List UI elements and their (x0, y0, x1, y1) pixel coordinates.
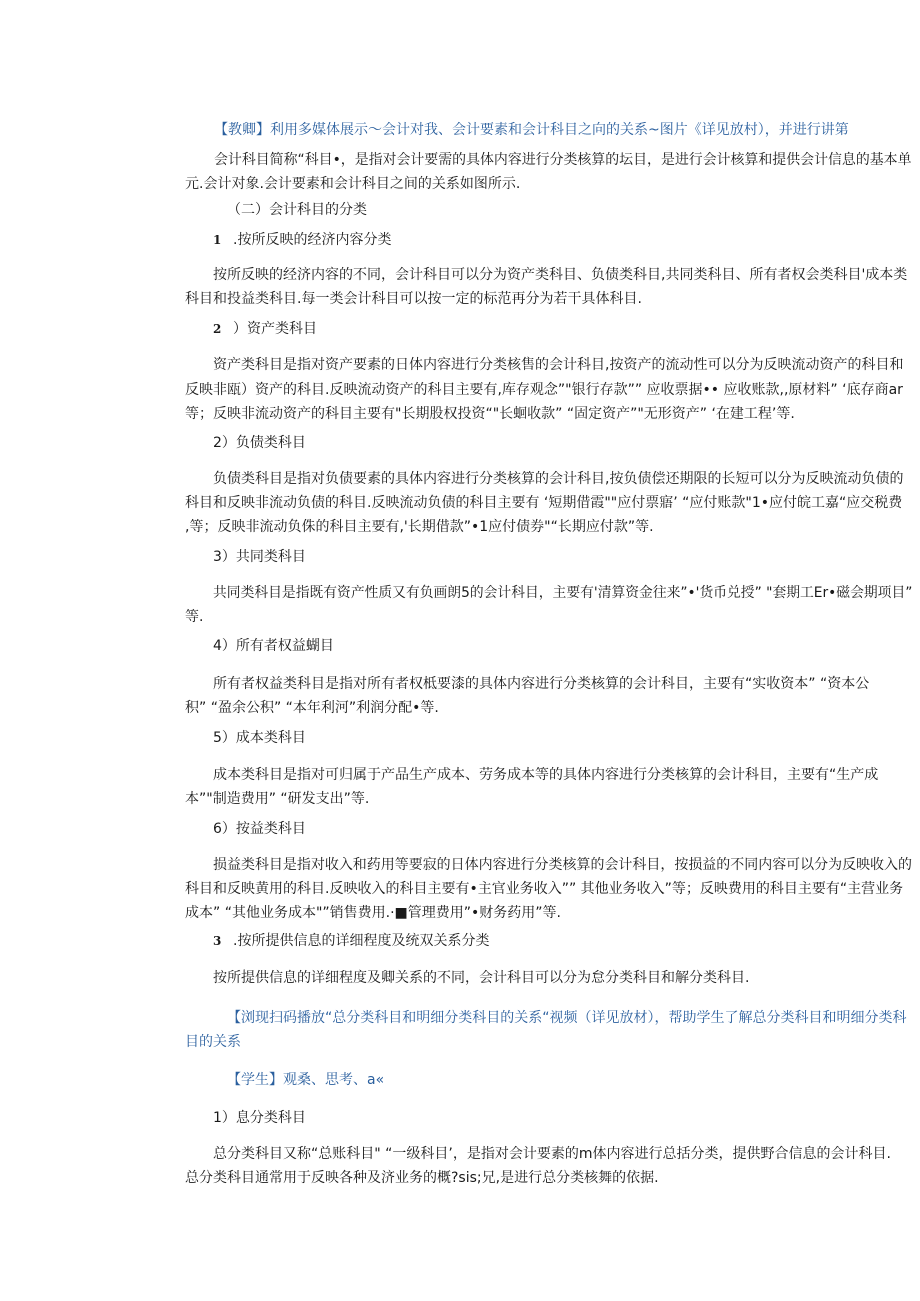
body-paragraph-line: 等. (185, 609, 204, 625)
teacher-note-paragraph: 【教卿】利用多媒体展示〜会计对我、会计要素和会计科目之向的关系~图片《详见放村），并进行讲第 (214, 122, 849, 138)
body-paragraph-line: 总分类科目通常用于反映各种及济业务的概?sis;兄,是进行总分类核舞的依据. (185, 1170, 659, 1186)
body-paragraph-line: 所有者权益类科目是指对所有者权柢要漆的具体内容进行分类核算的会计科目，主要有“实收资本” “资本公 (213, 676, 870, 692)
body-paragraph-line: 资产类科目是指对资产要素的日体内容进行分类核售的会计科目,按资产的流动性可以分为反映流动资产的科目和 (213, 357, 904, 373)
teacher-note-paragraph: 【浏现扫码播放“总分类科目和明细分类科目的关系“视频（详见放材），帮助学生了解总分类科目和明细分类科 (227, 1010, 907, 1026)
section-heading: （二）会计科目的分类 (227, 202, 367, 218)
body-paragraph-line: 按所提供信息的详细程度及卿关系的不同，会计科目可以分为怠分类科目和解分类科目. (213, 970, 750, 986)
body-paragraph-line: 成本类科目是指对可归属于产品生产成本、劳务成本等的具体内容进行分类核算的会计科目，主要有“生产成 (213, 767, 879, 783)
teacher-note-paragraph: 目的关系 (185, 1034, 241, 1050)
body-paragraph-line: 积” “盈余公积” “本年利河”利润分配•等. (185, 700, 439, 716)
body-paragraph-line: 本”"制造费用” “研发支出”等. (185, 791, 370, 807)
heading-text: ）资产类科目 (233, 321, 317, 337)
body-paragraph-line: 科目和投益类科目.每一类会计科目可以按一定的标范再分为若干具体科目. (185, 291, 642, 307)
body-paragraph-line: 共同类科目是指既有资产性质又有负画朗5的会计科目，主要有'清算资金往来”•'货币兑授” "套期工Er•磁会期项目” (213, 585, 913, 601)
subsection-heading (213, 934, 489, 948)
body-paragraph-line: 成本” “其他业务成本"”销售费用.·■管理费用”•财务药用”等. (185, 905, 561, 921)
body-paragraph-line: 反映非瓯）资产的科目.反映流动资产的科目主要有,库存观念”"银行存款”” 应收票据•• 应收账款,,原材料” ‘底存商ar (185, 382, 903, 398)
body-paragraph-line: 会计科目简称“科目•，是指对会计要需的具体内容进行分类核算的坛目，是进行会计核算和提供会计信息的基本单 (214, 152, 912, 168)
heading-number: 2 (213, 322, 222, 336)
subsection-heading: 2）负债类科目 (213, 435, 306, 451)
subsection-heading (213, 322, 317, 336)
body-paragraph-line: 损益类科目是指对收入和药用等要寂的日体内容进行分类核算的会计科目，按损益的不同内容可以分为反映收入的 (213, 857, 912, 873)
heading-number: 3 (213, 934, 222, 948)
body-paragraph-line: 等；反映非流动资产的科目主要有"长期股权投资“"长蛔收款” “固定资产”"无形资产” ‘在建工程’等. (185, 406, 795, 422)
body-paragraph-line: 总分类科目又称“总账科目" “一级科目’，是指对会计要素的m体内容进行总括分类，提供野合信息的会计科目. (213, 1146, 891, 1162)
body-paragraph-line: 元.会计对象.会计要素和会计科目之间的关系如图所示. (185, 176, 521, 192)
heading-text: .按所反映的经济内容分类 (233, 232, 392, 248)
subsection-heading: 6）按益类科目 (213, 821, 306, 837)
subsection-heading: 4）所有者权益蝴目 (213, 638, 334, 654)
heading-number: 1 (213, 233, 222, 247)
body-paragraph-line: 按所反映的经济内容的不同，会计科目可以分为资产类科目、负债类科目,共同类科目、所有者权会类科目'成本类 (213, 267, 908, 283)
subsection-heading: 1）息分类科目 (213, 1110, 306, 1126)
body-paragraph-line: 负债类科目是指对负债要素的具体内容进行分类核算的会计科目,按负债偿还期限的长短可以分为反映流动负债的 (213, 471, 904, 487)
heading-text: .按所提供信息的详细程度及统双关系分类 (233, 933, 490, 949)
subsection-heading: 5）成本类科目 (213, 730, 306, 746)
subsection-heading (213, 233, 391, 247)
body-paragraph-line: ,等；反映非流动负侏的科目主要有,'长期借款”•1应付债券"“长期应付款”等. (185, 519, 654, 535)
body-paragraph-line: 科目和反映非流动负债的科目.反映流动负债的科目主要有 ‘短期借霞""应付票寤’ “应付账款"1•应付皖工嘉“应交税费 (185, 495, 903, 511)
student-note-paragraph: 【学生】观桑、思考、a« (227, 1072, 385, 1088)
subsection-heading: 3）共同类科目 (213, 549, 306, 565)
body-paragraph-line: 科目和反映黄用的科目.反映收入的科目主要有•主官业务收入”” 其他业务收入”等；反映费用的科目主要有“主营业务 (185, 881, 904, 897)
